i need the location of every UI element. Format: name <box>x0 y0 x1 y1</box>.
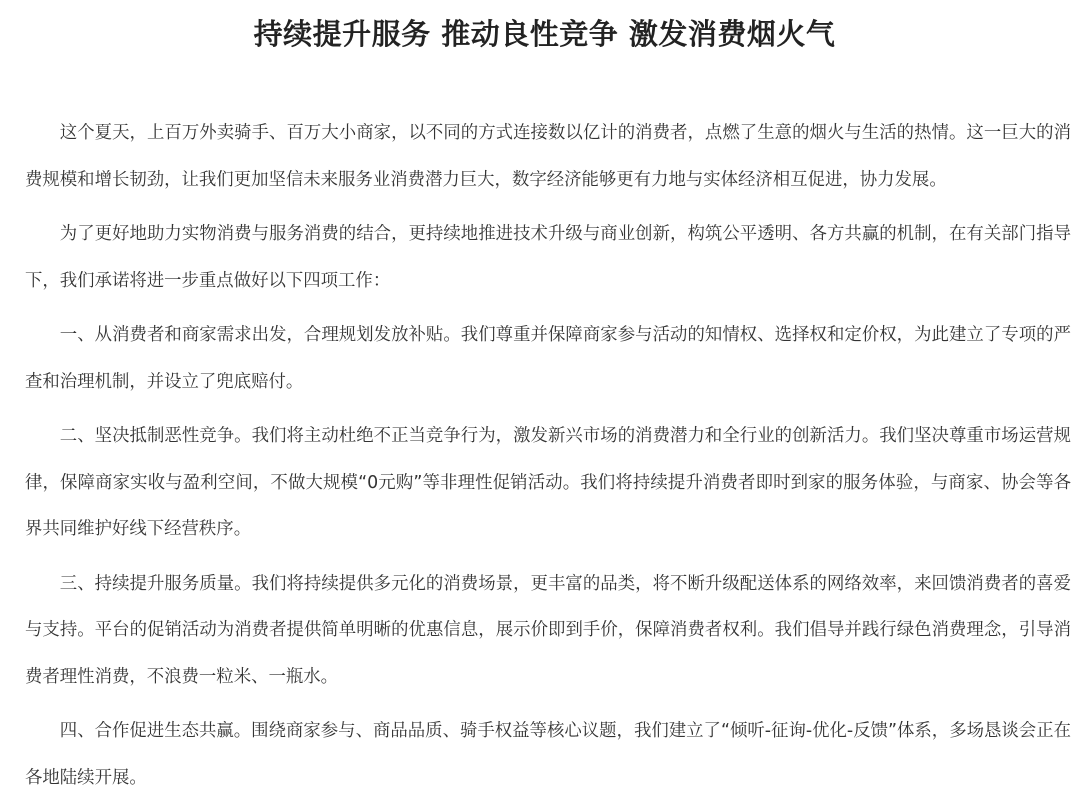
paragraph-item-4: 四、合作促进生态共赢。围绕商家参与、商品品质、骑手权益等核心议题，我们建立了“倾听-征询-优化-反馈”体系，多场恳谈会正在各地陆续开展。 <box>25 721 1071 788</box>
paragraph-item-1: 一、从消费者和商家需求出发，合理规划发放补贴。我们尊重并保障商家参与活动的知情权、选择权和定价权，为此建立了专项的严查和治理机制，并设立了兜底赔付。 <box>25 325 1071 392</box>
article-body <box>25 110 1071 809</box>
paragraph-item-3: 三、持续提升服务质量。我们将持续提供多元化的消费场景，更丰富的品类，将不断升级配送体系的网络效率，来回馈消费者的喜爱与支持。平台的促销活动为消费者提供简单明晰的优惠信息，展示价即到手价，保障消费者权利。我们倡导并践行绿色消费理念，引导消费者理性消费，不浪费一粒米、一瓶水。 <box>25 573 1071 687</box>
paragraph-commitment: 为了更好地助力实物消费与服务消费的结合，更持续地推进技术升级与商业创新，构筑公平透明、各方共赢的机制，在有关部门指导下，我们承诺将进一步重点做好以下四项工作： <box>25 224 1071 291</box>
paragraph-item-2: 二、坚决抵制恶性竞争。我们将主动杜绝不正当竞争行为，激发新兴市场的消费潜力和全行业的创新活力。我们坚决尊重市场运营规律，保障商家实收与盈利空间，不做大规模“0元购”等非理性促销活动。我们将持续提升消费者即时到家的服务体验，与商家、协会等各界共同维护好线下经营秩序。 <box>25 426 1071 539</box>
article-title: 持续提升服务 推动良性竞争 激发消费烟火气 <box>253 17 836 51</box>
paragraph-intro: 这个夏天，上百万外卖骑手、百万大小商家，以不同的方式连接数以亿计的消费者，点燃了生意的烟火与生活的热情。这一巨大的消费规模和增长韧劲，让我们更加坚信未来服务业消费潜力巨大，数字经济能够更有力地与实体经济相互促进，协力发展。 <box>25 123 1071 190</box>
